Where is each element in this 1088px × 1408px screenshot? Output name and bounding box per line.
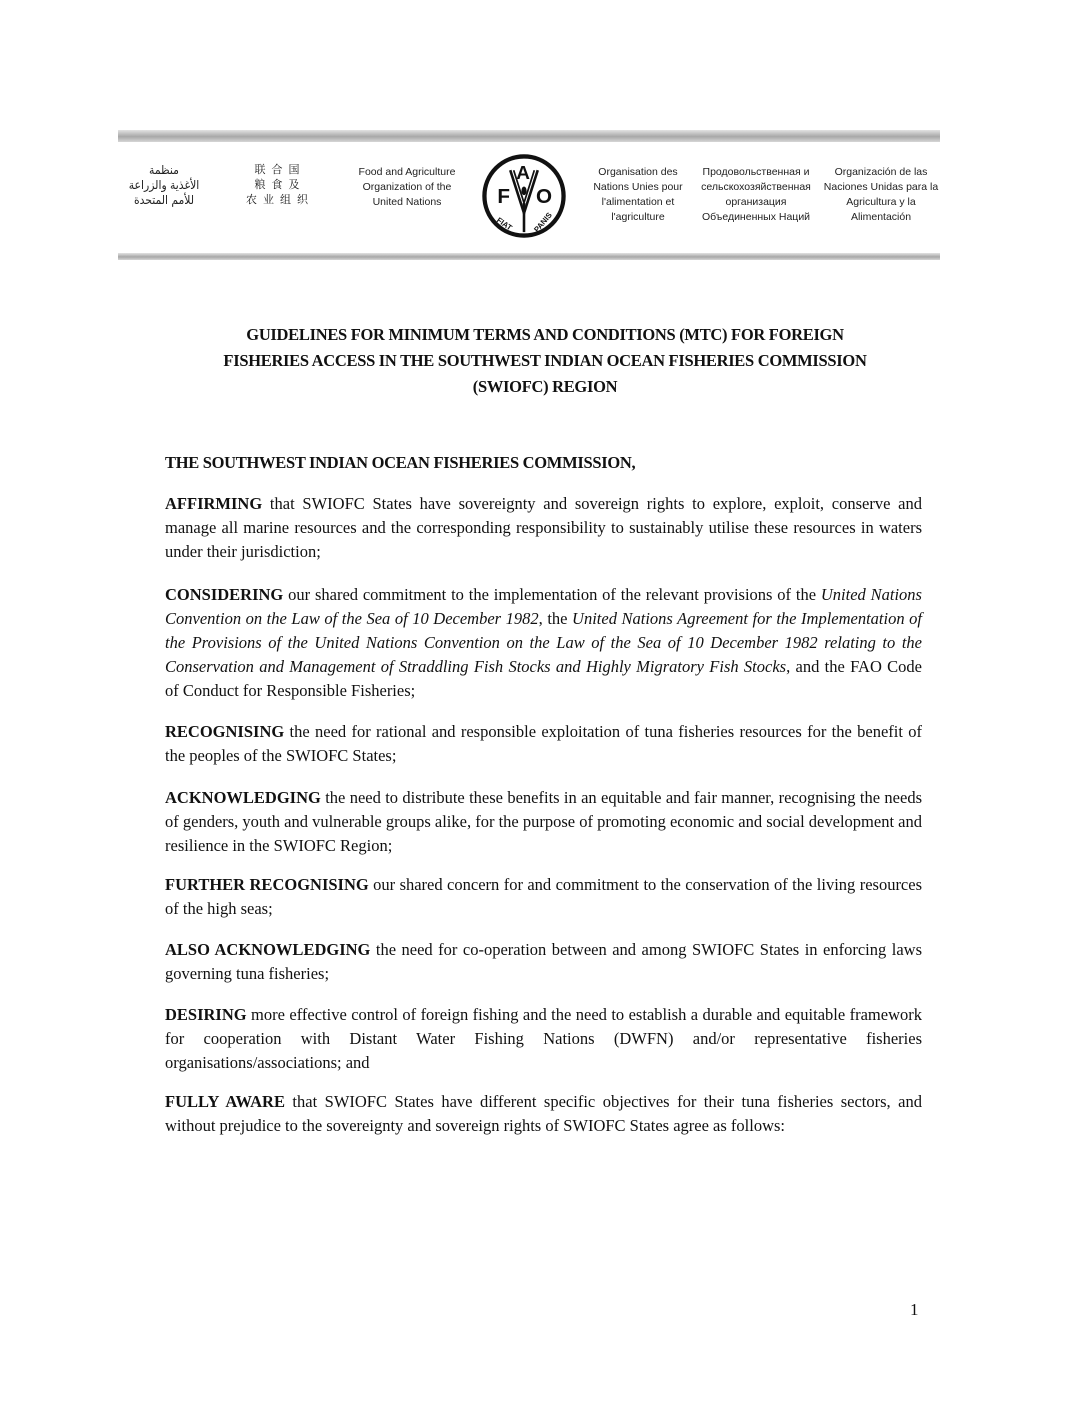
french-line: Organisation des <box>598 166 678 178</box>
page-number: 1 <box>910 1300 919 1319</box>
header-russian-name <box>700 165 812 225</box>
chinese-line: 联合国 <box>254 164 306 176</box>
paragraph-lead: ALSO ACKNOWLEDGING <box>165 940 371 959</box>
paragraph-desiring <box>165 1003 922 1075</box>
paragraph-text: the need to distribute these benefits in an equitable and fair manner, recognising the needs of genders, youth and vulnerable groups alike, for the purpose of promoting economic and social development and resilience in the SWIOFC Region; <box>165 788 922 855</box>
title-line: FISHERIES ACCESS IN THE SOUTHWEST INDIAN OCEAN FISHERIES COMMISSION <box>223 351 867 370</box>
chinese-line: 农业组织 <box>246 194 314 206</box>
russian-line: Объединенных Наций <box>701 211 811 223</box>
english-line: United Nations <box>372 196 442 208</box>
paragraph-text: , the <box>538 609 573 628</box>
header-french-name <box>588 165 688 225</box>
header-spanish-name <box>822 165 940 225</box>
russian-line: организация <box>725 196 787 208</box>
paragraph-further-recognising <box>165 873 922 921</box>
logo-letter-o: O <box>536 184 553 208</box>
header-chinese-name <box>240 163 320 208</box>
arabic-line: للأمم المتحدة <box>133 193 195 207</box>
paragraph-text: that SWIOFC States have different specific objectives for their tuna fisheries sectors, and without prejudice to the sovereignty and sovereign rights of SWIOFC States agree as follows: <box>165 1092 922 1135</box>
header-arabic-name <box>118 163 210 208</box>
header-english-name <box>348 165 466 210</box>
header-rule-bottom <box>118 253 940 260</box>
french-line: l'alimentation et <box>601 196 675 208</box>
title-line: GUIDELINES FOR MINIMUM TERMS AND CONDITIONS (MTC) FOR FOREIGN <box>246 325 844 344</box>
paragraph-lead: RECOGNISING <box>165 722 285 741</box>
un-fish-stocks-agreement-reference: United Nations Agreement for the Implementation of the Provisions of the United Nations Convention on the Law of the Sea of 10 December 1982 relating to the Conservation and Management of Straddling Fish Stocks and Highly Migratory Fish Stocks <box>165 609 922 676</box>
logo-letter-a: A <box>516 162 530 184</box>
paragraph-text: that SWIOFC States have sovereignty and sovereign rights to explore, exploit, conserve and manage all marine resources and the corresponding responsibility to sustainably utilise these resources in waters under their jurisdiction; <box>165 494 922 561</box>
fao-wheat-logo-icon <box>481 153 567 239</box>
english-line: Organization of the <box>362 181 452 193</box>
paragraph-also-acknowledging <box>165 938 922 986</box>
unclos-reference: United Nations Convention on the Law of the Sea of 10 December 1982 <box>165 585 922 628</box>
paragraph-affirming <box>165 492 922 564</box>
french-line: l'agriculture <box>611 211 665 223</box>
paragraph-lead: CONSIDERING <box>165 585 284 604</box>
spanish-line: Organización de las <box>834 166 928 178</box>
title-line: (SWIOFC) REGION <box>472 377 618 396</box>
paragraph-lead: AFFIRMING <box>165 494 263 513</box>
svg-text:FIAT: FIAT <box>494 215 514 233</box>
spanish-line: Agricultura y la <box>846 196 916 208</box>
paragraph-text: , and the FAO Code of Conduct for Responsible Fisheries; <box>165 657 922 700</box>
paragraph-acknowledging <box>165 786 922 858</box>
spanish-line: Naciones Unidas para la <box>823 181 939 193</box>
russian-line: Продовольственная и <box>702 166 810 178</box>
paragraph-recognising <box>165 720 922 768</box>
preamble-heading: THE SOUTHWEST INDIAN OCEAN FISHERIES COMMISSION, <box>165 453 636 472</box>
paragraph-lead: FULLY AWARE <box>165 1092 285 1111</box>
paragraph-text: our shared concern for and commitment to the conservation of the living resources of the high seas; <box>165 875 923 918</box>
arabic-line: منظمة <box>149 163 179 177</box>
paragraph-fully-aware <box>165 1090 922 1138</box>
paragraph-text: our shared commitment to the implementation of the relevant provisions of the <box>283 585 821 604</box>
paragraph-text: more effective control of foreign fishing and the need to establish a durable and equitable framework for cooperation with Distant Water Fishing Nations (DWFN) and/or representative fisheries organisations/associations; and <box>165 1005 922 1072</box>
document-title <box>150 322 940 400</box>
arabic-line: الأغذية والزراعة <box>128 178 200 192</box>
logo-letter-f: F <box>497 184 510 208</box>
paragraph-lead: FURTHER RECOGNISING <box>165 875 369 894</box>
chinese-line: 粮食及 <box>254 179 306 191</box>
english-line: Food and Agriculture <box>358 166 456 178</box>
paragraph-lead: ACKNOWLEDGING <box>165 788 321 807</box>
paragraph-considering <box>165 583 922 703</box>
header-rule-top <box>118 130 940 142</box>
svg-text:PANIS: PANIS <box>532 210 554 235</box>
paragraph-text: the need for co-operation between and among SWIOFC States in enforcing laws governing tuna fisheries; <box>165 940 922 983</box>
russian-line: сельскохозяйственная <box>701 181 811 193</box>
paragraph-lead: DESIRING <box>165 1005 247 1024</box>
french-line: Nations Unies pour <box>593 181 683 193</box>
spanish-line: Alimentación <box>850 211 912 223</box>
paragraph-text: the need for rational and responsible exploitation of tuna fisheries resources for the benefit of the peoples of the SWIOFC States; <box>165 722 922 765</box>
